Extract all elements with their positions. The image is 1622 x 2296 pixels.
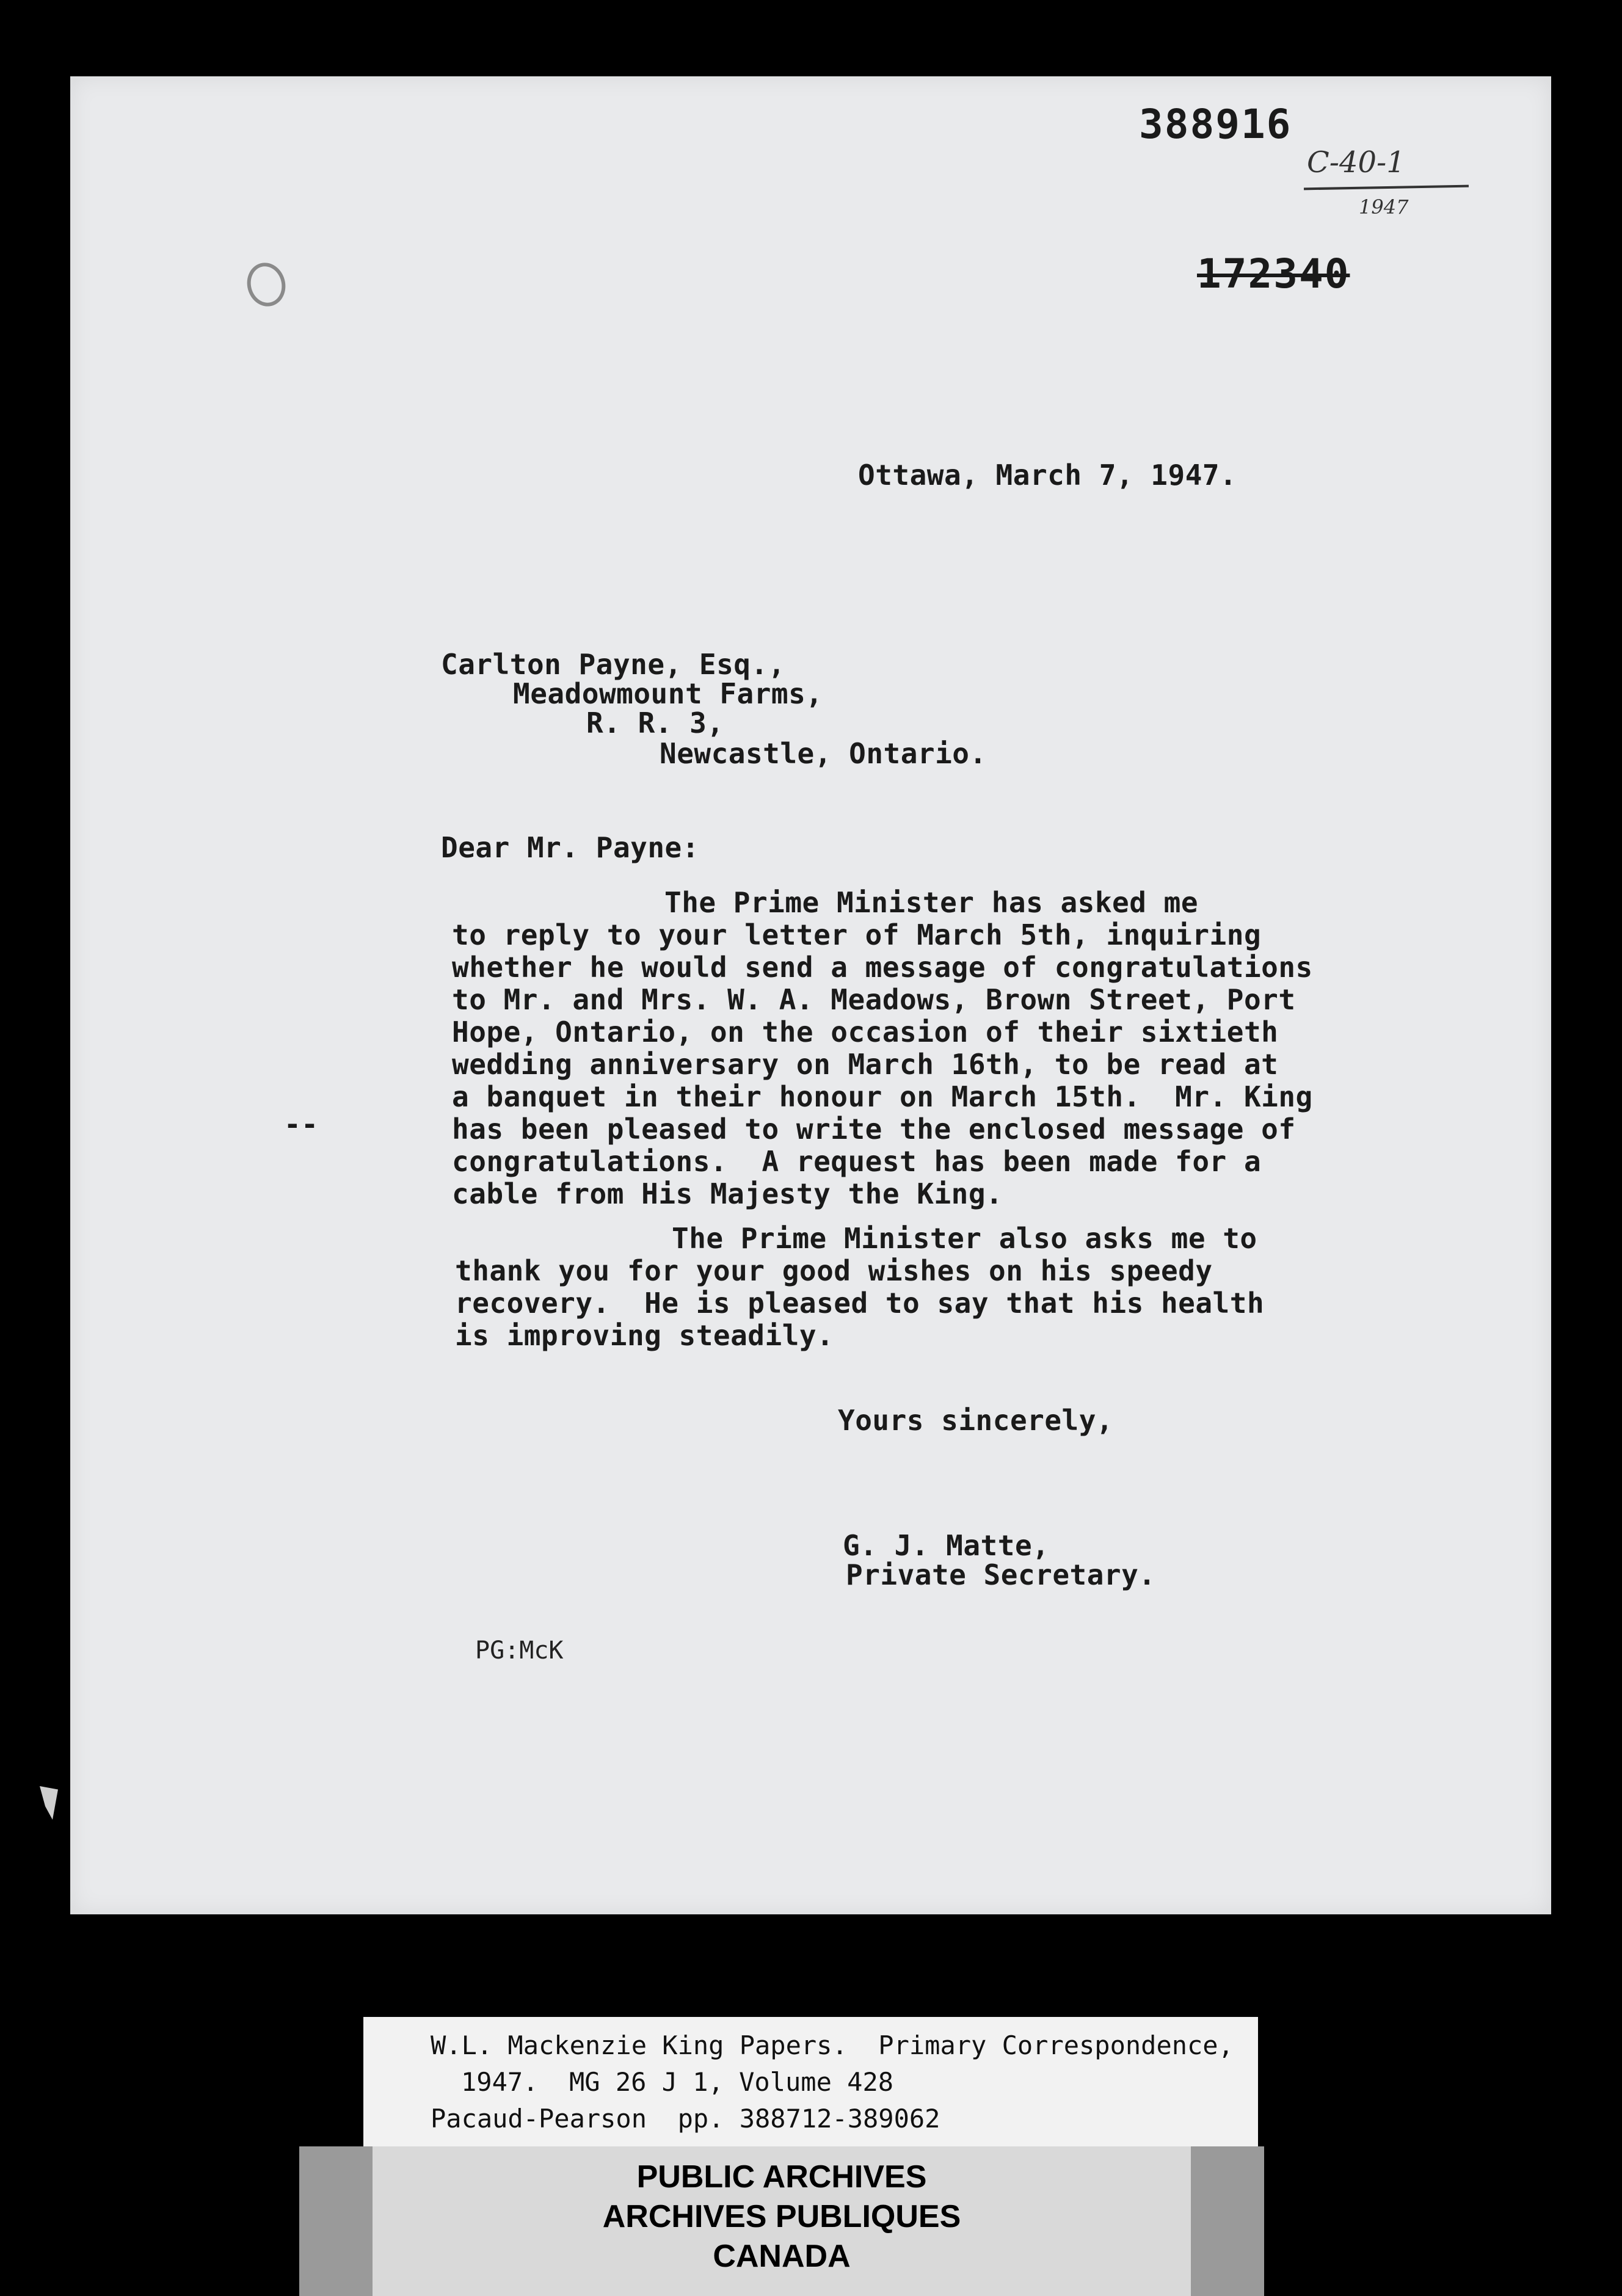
address-line: Newcastle, Ontario. bbox=[660, 737, 987, 770]
paragraph-line: congratulations. A request has been made for a bbox=[452, 1145, 1262, 1178]
dateline: Ottawa, March 7, 1947. bbox=[858, 459, 1237, 492]
archives-stamp-line: ARCHIVES PUBLIQUES bbox=[602, 2199, 961, 2234]
archives-stamp-label bbox=[299, 2146, 1264, 2296]
closing: Yours sincerely, bbox=[838, 1404, 1114, 1437]
paragraph-line: cable from His Majesty the King. bbox=[452, 1177, 1003, 1210]
citation-line: 1947. MG 26 J 1, Volume 428 bbox=[461, 2067, 894, 2097]
citation-line: W.L. Mackenzie King Papers. Primary Correspondence, bbox=[431, 2030, 1234, 2060]
paragraph-line: The Prime Minister also asks me to bbox=[672, 1222, 1257, 1255]
address-line: Meadowmount Farms, bbox=[513, 677, 823, 710]
paragraph-line: thank you for your good wishes on his speedy bbox=[455, 1254, 1213, 1287]
paragraph-line: to reply to your letter of March 5th, inquiring bbox=[452, 918, 1262, 951]
signature-title: Private Secretary. bbox=[846, 1558, 1156, 1591]
address-line: R. R. 3, bbox=[586, 707, 724, 739]
film-edge-mark bbox=[40, 1786, 58, 1820]
salutation: Dear Mr. Payne: bbox=[441, 831, 699, 864]
paragraph-line: The Prime Minister has asked me bbox=[664, 886, 1199, 919]
document-number-stamp: 388916 bbox=[1139, 101, 1292, 148]
signature-name: G. J. Matte, bbox=[843, 1529, 1050, 1562]
margin-mark: -- bbox=[284, 1108, 319, 1141]
paragraph-line: has been pleased to write the enclosed message of bbox=[452, 1113, 1296, 1146]
file-year-handwritten: 1947 bbox=[1359, 195, 1409, 219]
struck-document-number: 172340 bbox=[1197, 250, 1350, 297]
archive-citation-label bbox=[363, 2017, 1258, 2146]
paragraph-line: whether he would send a message of congratulations bbox=[452, 951, 1313, 984]
paragraph-line: is improving steadily. bbox=[455, 1319, 834, 1352]
citation-line: Pacaud-Pearson pp. 388712-389062 bbox=[431, 2104, 940, 2134]
paragraph-line: a banquet in their honour on March 15th. Mr. King bbox=[452, 1080, 1313, 1113]
address-line: Carlton Payne, Esq., bbox=[441, 648, 785, 681]
paragraph-line: recovery. He is pleased to say that his health bbox=[455, 1287, 1265, 1320]
paragraph-line: wedding anniversary on March 16th, to be read at bbox=[452, 1048, 1279, 1081]
punch-hole bbox=[242, 258, 291, 311]
paragraph-line: Hope, Ontario, on the occasion of their sixtieth bbox=[452, 1015, 1279, 1048]
paragraph-line: to Mr. and Mrs. W. A. Meadows, Brown Street, Port bbox=[452, 983, 1296, 1016]
file-code-handwritten: C-40-1 bbox=[1307, 145, 1405, 180]
archives-stamp-line: PUBLIC ARCHIVES bbox=[636, 2159, 927, 2195]
reference-initials: PG:McK bbox=[475, 1637, 564, 1665]
archives-stamp-line: CANADA bbox=[713, 2239, 851, 2274]
